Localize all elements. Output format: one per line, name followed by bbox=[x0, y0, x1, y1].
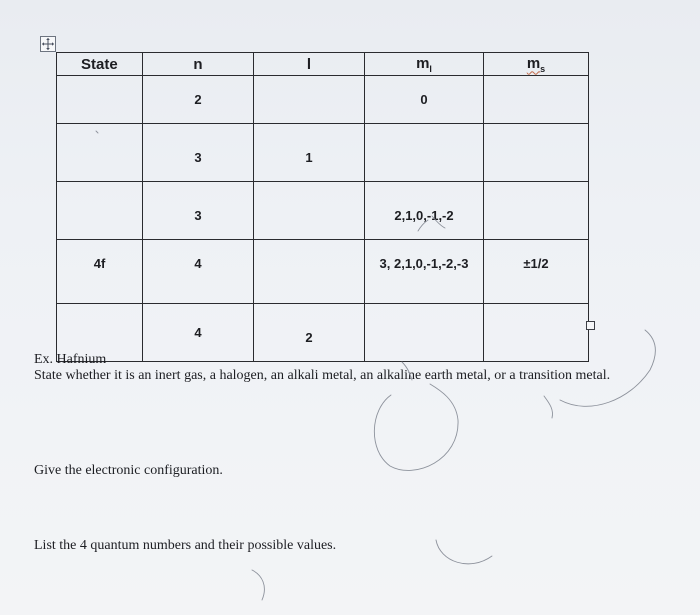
pencil-mark bbox=[252, 570, 264, 600]
pencil-mark bbox=[374, 384, 458, 470]
quantum-number-table bbox=[56, 52, 589, 362]
cell-ms[interactable]: ±1/2 bbox=[484, 240, 589, 304]
cell-n[interactable]: 2 bbox=[143, 76, 254, 124]
cell-n[interactable]: 3 bbox=[143, 182, 254, 240]
cell-l[interactable] bbox=[254, 240, 365, 304]
cell-ms[interactable] bbox=[484, 182, 589, 240]
pencil-mark bbox=[544, 396, 553, 418]
cell-state[interactable] bbox=[57, 124, 143, 182]
cell-ms[interactable] bbox=[484, 304, 589, 362]
table-move-handle-icon[interactable] bbox=[40, 36, 56, 52]
cell-state[interactable] bbox=[57, 182, 143, 240]
header-ms: $m_s$ bbox=[484, 53, 589, 76]
cell-n[interactable]: 4 bbox=[143, 304, 254, 362]
cell-n[interactable]: 4 bbox=[143, 240, 254, 304]
quantum-numbers-question: List the 4 quantum numbers and their possible values. bbox=[34, 538, 337, 553]
configuration-question: Give the electronic configuration. bbox=[34, 463, 223, 478]
cell-ms[interactable] bbox=[484, 124, 589, 182]
table-row bbox=[57, 240, 589, 304]
cell-ml[interactable] bbox=[365, 124, 484, 182]
cell-n[interactable]: 3 bbox=[143, 124, 254, 182]
header-l: l bbox=[254, 53, 365, 76]
example-title: Ex. Hafnium bbox=[34, 352, 107, 367]
table-header-row bbox=[57, 53, 589, 76]
header-n: n bbox=[143, 53, 254, 76]
cell-state[interactable]: 4f bbox=[57, 240, 143, 304]
cell-ml[interactable] bbox=[365, 304, 484, 362]
table-row bbox=[57, 182, 589, 240]
cell-ml[interactable]: 2,1,0,-1,-2 bbox=[365, 182, 484, 240]
pencil-mark bbox=[436, 540, 492, 564]
cell-l[interactable]: 2 bbox=[254, 304, 365, 362]
table-row bbox=[57, 76, 589, 124]
cell-ml[interactable]: 0 bbox=[365, 76, 484, 124]
cell-l[interactable]: 1 bbox=[254, 124, 365, 182]
cell-l[interactable] bbox=[254, 76, 365, 124]
cell-ms[interactable] bbox=[484, 76, 589, 124]
classify-question: State whether it is an inert gas, a halogen, an alkali metal, an alkaline earth metal, or a transition metal. bbox=[34, 368, 611, 383]
header-state: State bbox=[57, 53, 143, 76]
cell-l[interactable] bbox=[254, 182, 365, 240]
header-ml: $m_l$ bbox=[365, 53, 484, 76]
table-row bbox=[57, 124, 589, 182]
cell-state[interactable] bbox=[57, 76, 143, 124]
table-row bbox=[57, 304, 589, 362]
table-resize-handle-icon[interactable] bbox=[586, 321, 595, 330]
cell-ml[interactable]: 3, 2,1,0,-1,-2,-3 bbox=[365, 240, 484, 304]
